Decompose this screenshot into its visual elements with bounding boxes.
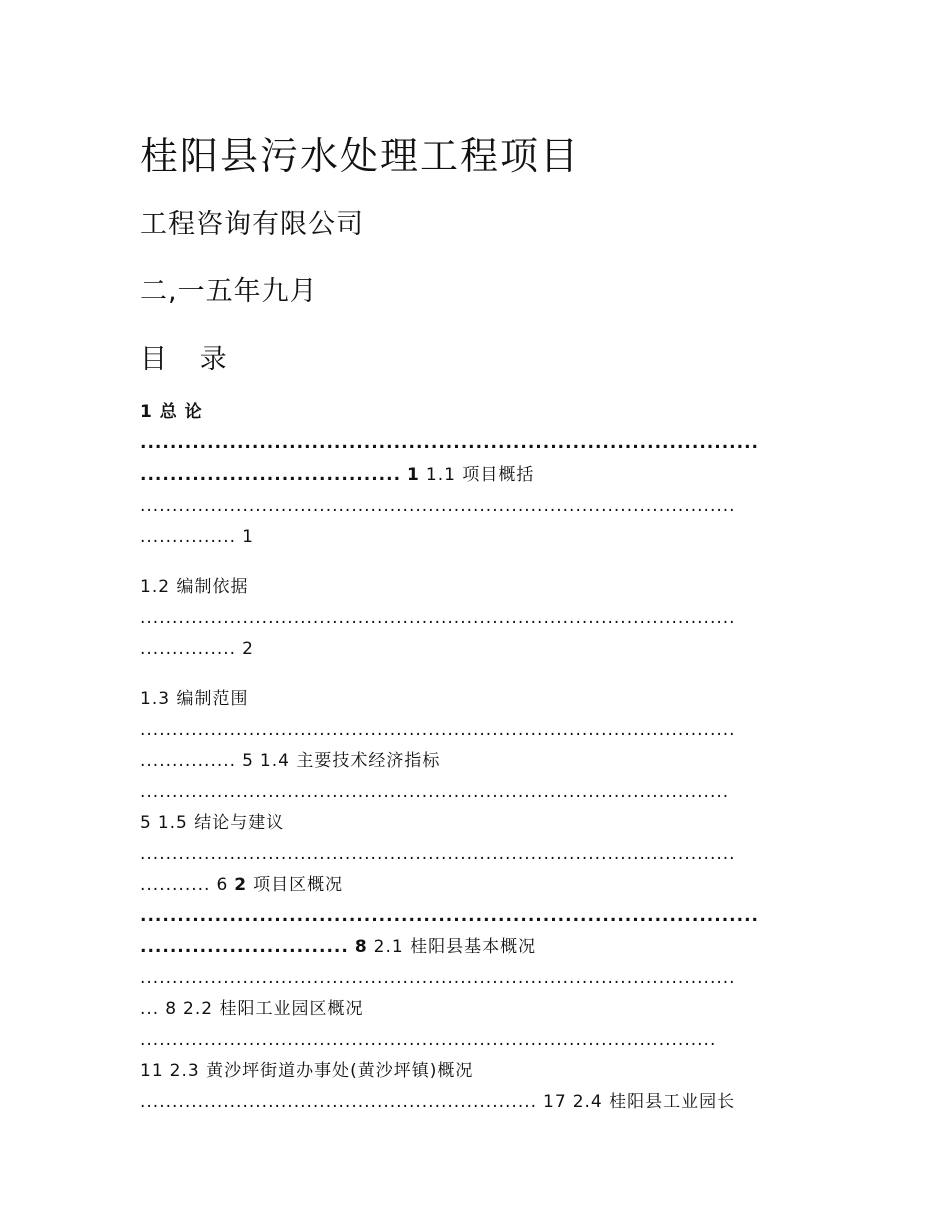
toc-section-1-3[interactable] bbox=[140, 686, 810, 712]
toc-entry-text: 1.2 编制依据 bbox=[140, 577, 249, 597]
toc-dots: ... bbox=[140, 999, 160, 1019]
toc-leader-line bbox=[140, 779, 810, 805]
toc-entry-text: 1.4 主要技术经济指标 bbox=[259, 751, 441, 771]
toc-dots: ........... bbox=[140, 875, 211, 895]
toc-heading: 目 录 bbox=[140, 344, 239, 375]
toc-dots: .............................................................. bbox=[140, 1092, 538, 1112]
toc-page-number: 8 bbox=[354, 937, 368, 957]
toc-dots: ................................... bbox=[140, 465, 402, 485]
toc-entry-text: 2.4 桂阳县工业园长 bbox=[572, 1092, 736, 1112]
toc-page-number: 11 bbox=[140, 1061, 164, 1081]
toc-page-number: 1 bbox=[242, 527, 254, 547]
toc-dots: ............................ bbox=[140, 937, 349, 957]
toc-entry-text: 2.2 桂阳工业园区概况 bbox=[183, 999, 364, 1019]
document-title: 桂阳县污水处理工程项目 bbox=[140, 134, 581, 178]
toc-dots: ................................................................................... bbox=[140, 433, 760, 453]
toc-dots: .......................................................................................... bbox=[140, 1030, 717, 1050]
toc-dots: ............................................................................................. bbox=[140, 496, 736, 516]
toc-dots: ............... bbox=[140, 751, 237, 771]
toc-line[interactable] bbox=[140, 996, 810, 1022]
toc-page-number: 5 bbox=[140, 813, 152, 833]
toc-page-number: 8 bbox=[165, 999, 178, 1019]
toc-leader-line bbox=[140, 605, 810, 631]
toc-line[interactable] bbox=[140, 636, 810, 662]
toc-line[interactable] bbox=[140, 1089, 810, 1115]
toc-line[interactable] bbox=[140, 872, 810, 898]
toc-leader-line bbox=[140, 903, 810, 929]
toc-entry-text: 1.5 结论与建议 bbox=[157, 813, 285, 833]
toc-page-number: 2 bbox=[242, 639, 254, 659]
toc-line[interactable] bbox=[140, 934, 810, 960]
toc-entry-text: 2.1 桂阳县基本概况 bbox=[373, 937, 537, 957]
toc-entry-text: 2.3 黄沙坪街道办事处(黄沙坪镇)概况 bbox=[169, 1061, 474, 1081]
toc-entry-text: 1.3 编制范围 bbox=[140, 689, 249, 709]
toc-dots: ............... bbox=[140, 639, 237, 659]
company-name: 工程咨询有限公司 bbox=[140, 209, 364, 240]
toc-leader-line bbox=[140, 717, 810, 743]
toc-section-1-2[interactable] bbox=[140, 574, 810, 600]
toc-dots: ............................................................................................ bbox=[140, 782, 730, 802]
toc-dots: ............................................................................................. bbox=[140, 968, 736, 988]
toc-dots: ............................................................................................. bbox=[140, 720, 736, 740]
toc-leader-line bbox=[140, 493, 810, 519]
toc-leader-line bbox=[140, 430, 810, 456]
toc-page-number: 17 bbox=[543, 1092, 567, 1112]
toc-leader-line bbox=[140, 965, 810, 991]
toc-leader-line bbox=[140, 1027, 810, 1053]
toc-page-number: 6 bbox=[216, 875, 229, 895]
toc-chapter-1[interactable] bbox=[140, 399, 810, 425]
toc-dots: ................................................................................... bbox=[140, 906, 760, 926]
toc-entry-text: 1 总 论 bbox=[140, 402, 203, 422]
toc-page-number: 5 bbox=[242, 751, 254, 771]
toc-dots: ............................................................................................. bbox=[140, 844, 736, 864]
toc-line[interactable] bbox=[140, 748, 810, 774]
toc-dots: ............................................................................................. bbox=[140, 608, 736, 628]
toc-line[interactable] bbox=[140, 462, 810, 488]
document-date: 二,一五年九月 bbox=[140, 276, 318, 307]
toc-chapter-number: 2 bbox=[234, 875, 248, 895]
toc-leader-line bbox=[140, 841, 810, 867]
toc-dots: ............... bbox=[140, 527, 237, 547]
toc-line[interactable] bbox=[140, 524, 810, 550]
toc-entry-text: 项目区概况 bbox=[253, 875, 344, 895]
toc-line[interactable] bbox=[140, 810, 810, 836]
toc-page-number: 1 bbox=[407, 465, 420, 485]
toc-entry-text: 1.1 项目概括 bbox=[425, 465, 535, 485]
toc-line[interactable] bbox=[140, 1058, 810, 1084]
